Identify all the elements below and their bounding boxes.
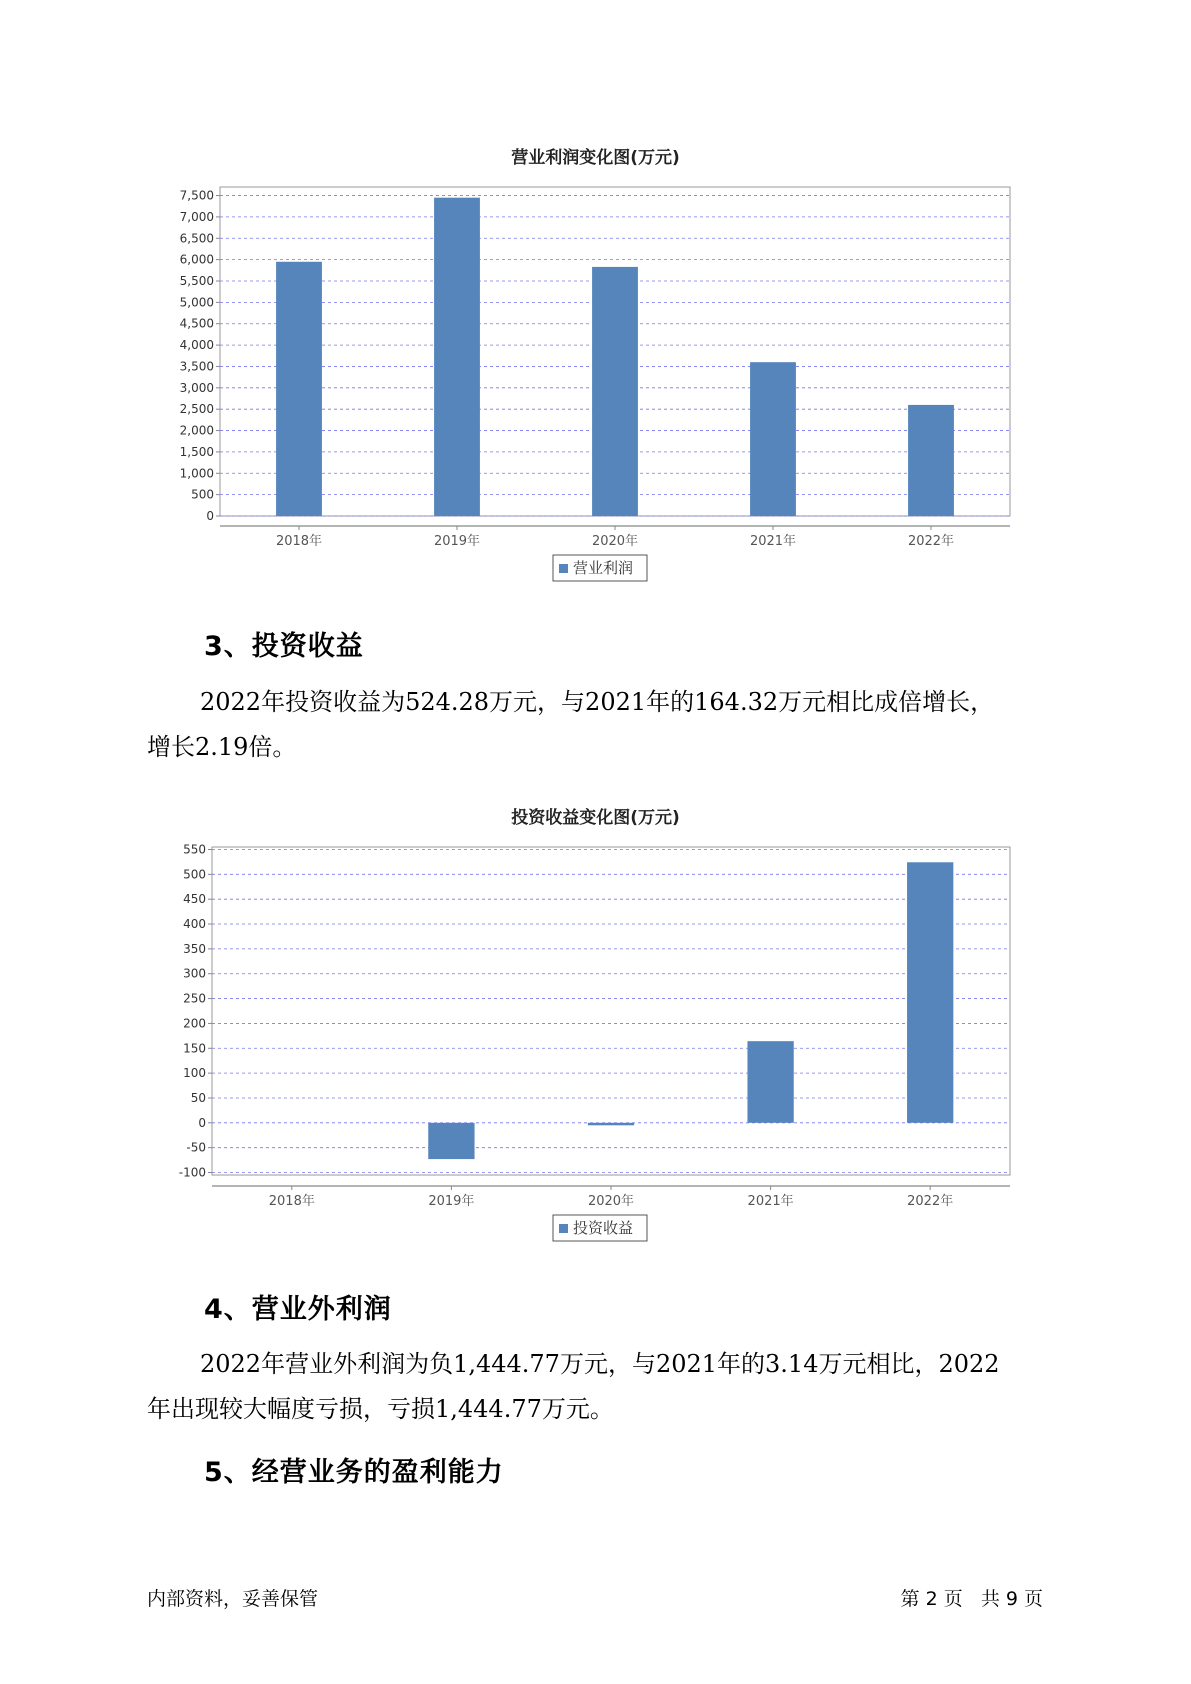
y-tick-label: 0: [206, 509, 214, 523]
y-tick-label: 4,000: [179, 338, 214, 353]
footer-confidential-note: 内部资料，妥善保管: [147, 1588, 319, 1610]
y-tick-label: 6,500: [179, 231, 214, 246]
x-tick-label: 2022年: [907, 534, 955, 549]
legend-label: 营业利润: [573, 559, 634, 577]
section-4-heading: 4、营业外利润: [204, 1294, 392, 1325]
y-tick-label: 500: [191, 487, 214, 502]
x-tick-label: 2018年: [275, 534, 323, 549]
section-3-line-2: 增长2.19倍。: [147, 733, 297, 761]
footer-page-number: 第 2 页 共 9 页: [900, 1588, 1043, 1610]
y-tick-label: 6,000: [179, 252, 214, 267]
bar-2018年: [276, 262, 322, 516]
y-tick-label: 250: [183, 991, 206, 1006]
section-3-line-1: 2022年投资收益为524.28万元，与2021年的164.32万元相比成倍增长，: [200, 688, 995, 716]
bar-2022年: [907, 862, 953, 1123]
y-tick-label: 350: [183, 941, 206, 956]
y-tick-label: 7,000: [179, 209, 214, 224]
y-tick-label: 2,500: [179, 402, 214, 417]
bar-2021年: [750, 362, 796, 516]
x-tick-label: 2022年: [907, 1194, 954, 1209]
investment-income-chart: [0, 830, 1191, 1270]
bar-2019年: [428, 1123, 474, 1159]
y-tick-label: 2,000: [179, 423, 214, 438]
bar-2022年: [908, 405, 954, 516]
x-tick-label: 2018年: [268, 1194, 315, 1209]
y-tick-label: 0: [198, 1115, 206, 1130]
x-tick-label: 2021年: [747, 1194, 794, 1209]
x-tick-label: 2020年: [591, 534, 639, 549]
y-tick-label: -50: [186, 1140, 206, 1155]
y-tick-label: 50: [190, 1090, 206, 1105]
y-tick-label: 450: [183, 892, 206, 907]
chart-title-investment-income: 投资收益变化图(万元): [511, 808, 680, 828]
y-tick-label: 100: [183, 1066, 206, 1081]
bar-2021年: [747, 1041, 793, 1123]
y-tick-label: 5,500: [179, 274, 214, 288]
y-tick-label: 200: [183, 1016, 206, 1031]
y-tick-label: 4,500: [179, 316, 214, 331]
y-tick-label: 5,000: [179, 295, 214, 310]
y-tick-label: 550: [183, 842, 206, 857]
chart-title-operating-profit: 营业利润变化图(万元): [511, 148, 680, 168]
y-tick-label: 7,500: [179, 188, 214, 203]
y-tick-label: -100: [178, 1165, 206, 1180]
section-3-heading: 3、投资收益: [204, 631, 364, 662]
legend-label: 投资收益: [573, 1219, 634, 1237]
y-tick-label: 500: [183, 867, 206, 882]
y-tick-label: 400: [183, 917, 206, 932]
section-3-paragraph: [147, 680, 1077, 770]
legend-swatch: [559, 564, 568, 573]
section-4-paragraph: [147, 1342, 1077, 1432]
plot-area: [212, 847, 1010, 1175]
section-5-heading: 5、经营业务的盈利能力: [204, 1457, 504, 1488]
bar-2019年: [434, 198, 480, 516]
operating-profit-chart: [0, 170, 1191, 610]
x-tick-label: 2019年: [428, 1194, 475, 1209]
section-4-line-2: 年出现较大幅度亏损，亏损1,444.77万元。: [147, 1395, 614, 1423]
section-4-line-1: 2022年营业外利润为负1,444.77万元，与2021年的3.14万元相比，2022: [200, 1350, 1000, 1378]
y-tick-label: 3,000: [179, 380, 214, 395]
x-tick-label: 2019年: [433, 534, 481, 549]
x-tick-label: 2021年: [749, 534, 797, 549]
y-tick-label: 150: [183, 1041, 206, 1056]
y-tick-label: 3,500: [179, 359, 214, 374]
y-tick-label: 1,000: [179, 466, 214, 481]
y-tick-label: 1,500: [179, 444, 214, 459]
bar-2020年: [588, 1123, 634, 1125]
x-tick-label: 2020年: [587, 1194, 635, 1209]
bar-2020年: [592, 267, 638, 516]
y-tick-label: 300: [183, 966, 206, 981]
legend-swatch: [559, 1224, 568, 1233]
